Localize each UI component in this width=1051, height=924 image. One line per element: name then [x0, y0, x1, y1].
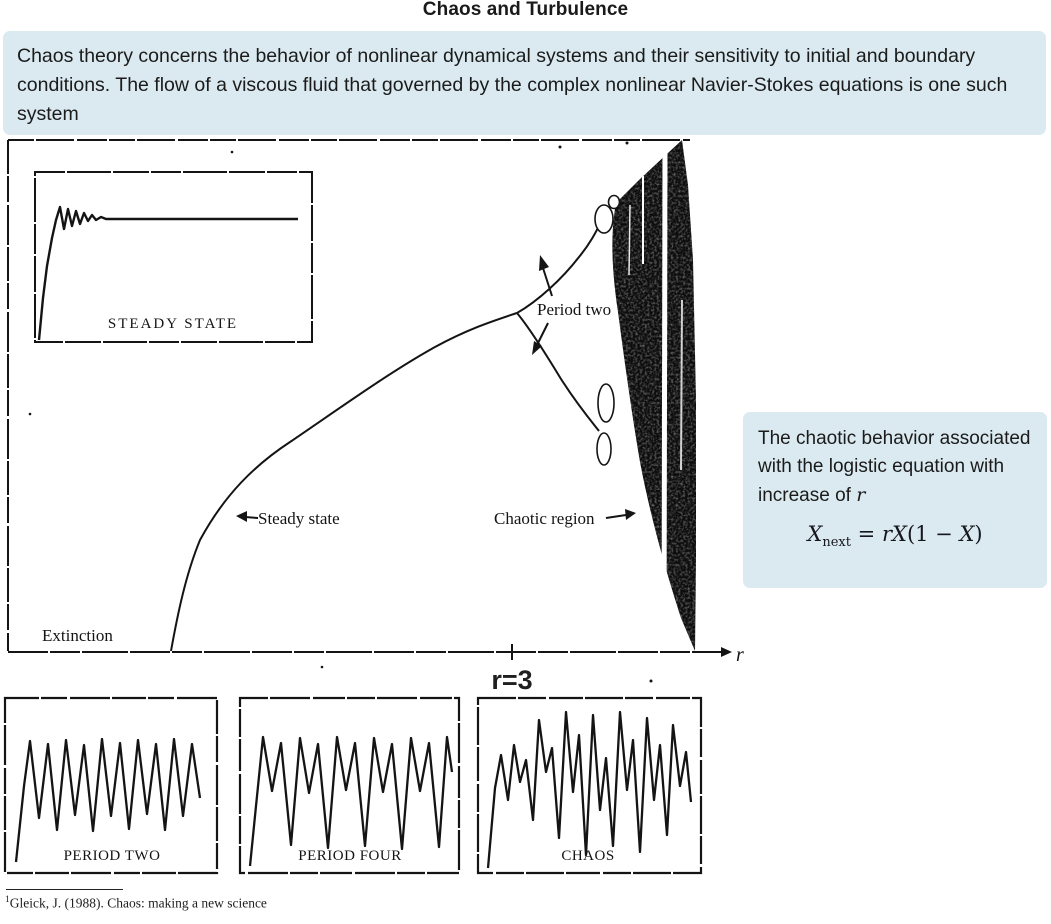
eq-x1: X: [807, 522, 823, 546]
inset-steady-state: [35, 172, 312, 342]
panel-label-period-four: PERIOD FOUR: [298, 848, 402, 864]
eq-r: r: [881, 522, 892, 546]
extinction-label: Extinction: [42, 626, 113, 645]
eq-x2: X: [891, 522, 907, 546]
panel-label-period-two: PERIOD TWO: [63, 848, 161, 864]
panel-label-chaos: CHAOS: [561, 848, 615, 864]
side-note-text: The chaotic behavior associated with the logistic equation with increase of: [758, 428, 1031, 506]
footnote-rule: [6, 889, 123, 890]
time-series-panels: [5, 698, 701, 873]
footnote: [5, 895, 267, 912]
logistic-equation: [758, 520, 1032, 557]
footnote-text: Gleick, J. (1988). Chaos: making a new science: [9, 895, 267, 911]
chaotic-region-label: Chaotic region: [494, 509, 595, 528]
side-note-box: [743, 412, 1047, 588]
eq-x3: X: [959, 522, 975, 546]
steady-state-label: Steady state: [258, 509, 340, 528]
chaotic-region-fill: [605, 132, 705, 660]
eq-close: ): [974, 522, 983, 546]
inset-label: STEADY STATE: [107, 316, 239, 332]
intro-text: Chaos theory concerns the behavior of nonlinear dynamical systems and their sensitivity to initial and boundary conditions. The flow of a viscous fluid that governed by the complex nonlinear Navier-Stokes equations is one such system: [17, 45, 1008, 125]
r3-tick-label: r=3: [491, 665, 533, 695]
period-two-label: Period two: [537, 300, 612, 319]
eq-equals: =: [850, 522, 882, 546]
footnote-marker: 1: [5, 895, 10, 905]
side-note-math-var: r: [856, 484, 866, 506]
eq-open: (1 −: [906, 522, 960, 546]
axis-variable-label: r: [736, 644, 744, 666]
eq-sub: next: [822, 535, 851, 551]
page-title: Chaos and Turbulence: [422, 0, 629, 20]
r-axis: [8, 644, 744, 695]
